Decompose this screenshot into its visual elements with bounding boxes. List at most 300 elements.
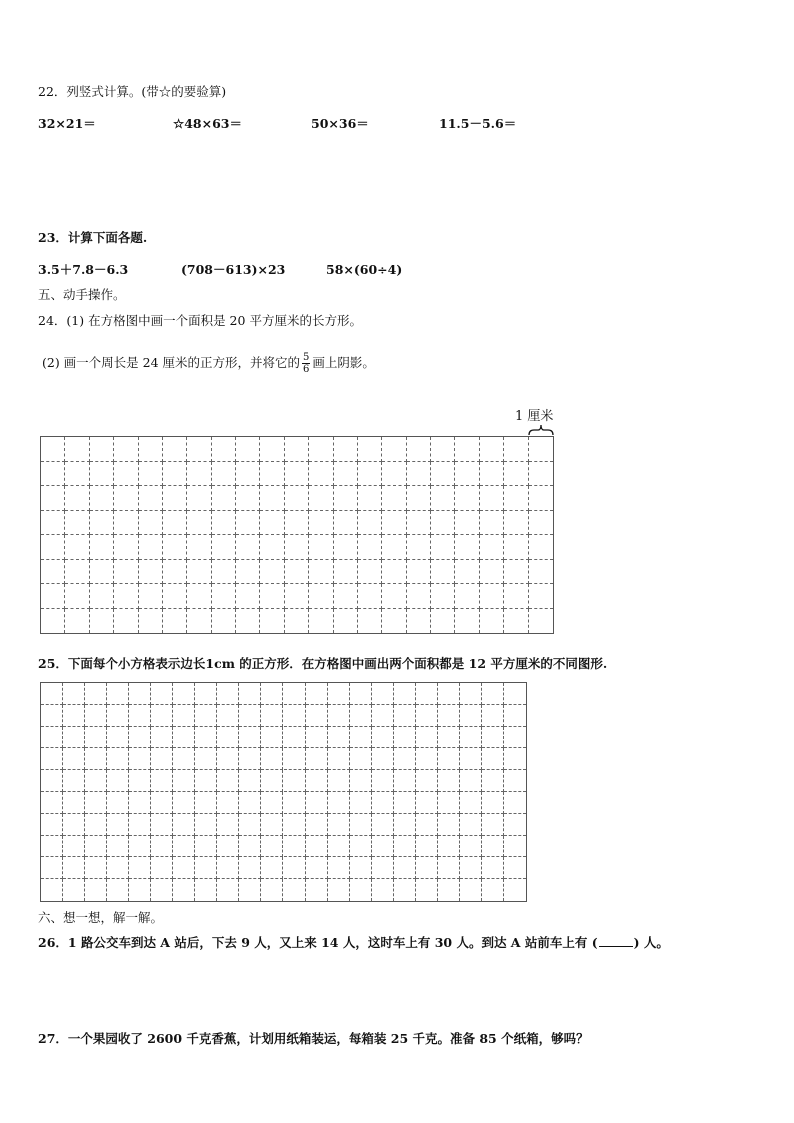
- grid-cell[interactable]: [195, 879, 217, 901]
- grid-cell[interactable]: [90, 486, 114, 511]
- grid-cell[interactable]: [107, 683, 129, 705]
- grid-cell[interactable]: [407, 486, 431, 511]
- grid-cell[interactable]: [358, 535, 382, 560]
- grid-cell[interactable]: [260, 511, 284, 536]
- grid-cell[interactable]: [90, 560, 114, 585]
- grid-cell[interactable]: [309, 437, 333, 462]
- grid-cell[interactable]: [416, 857, 438, 879]
- grid-cell[interactable]: [239, 727, 261, 749]
- grid-cell[interactable]: [306, 770, 328, 792]
- grid-cell[interactable]: [529, 609, 553, 634]
- grid-cell[interactable]: [260, 609, 284, 634]
- grid-cell[interactable]: [151, 857, 173, 879]
- grid-cell[interactable]: [382, 511, 406, 536]
- grid-cell[interactable]: [460, 879, 482, 901]
- grid-cell[interactable]: [382, 462, 406, 487]
- grid-cell[interactable]: [195, 683, 217, 705]
- grid-cell[interactable]: [350, 836, 372, 858]
- grid-cell[interactable]: [504, 462, 528, 487]
- grid-cell[interactable]: [173, 683, 195, 705]
- grid-cell[interactable]: [328, 748, 350, 770]
- grid-cell[interactable]: [163, 560, 187, 585]
- grid-cell[interactable]: [284, 836, 306, 858]
- grid-cell[interactable]: [65, 462, 89, 487]
- grid-cell[interactable]: [480, 609, 504, 634]
- grid-cell[interactable]: [350, 770, 372, 792]
- grid-cell[interactable]: [107, 792, 129, 814]
- grid-cell[interactable]: [431, 511, 455, 536]
- grid-cell[interactable]: [455, 560, 479, 585]
- grid-cell[interactable]: [504, 814, 526, 836]
- grid-cell[interactable]: [65, 560, 89, 585]
- grid-cell[interactable]: [90, 511, 114, 536]
- grid-cell[interactable]: [260, 486, 284, 511]
- grid-cell[interactable]: [107, 770, 129, 792]
- grid-cell[interactable]: [328, 727, 350, 749]
- grid-cell[interactable]: [129, 792, 151, 814]
- grid-cell[interactable]: [372, 857, 394, 879]
- grid-cell[interactable]: [41, 437, 65, 462]
- grid-cell[interactable]: [261, 770, 283, 792]
- grid-cell[interactable]: [85, 836, 107, 858]
- grid-cell[interactable]: [350, 748, 372, 770]
- grid-cell[interactable]: [114, 560, 138, 585]
- grid-cell[interactable]: [187, 584, 211, 609]
- grid-cell[interactable]: [504, 879, 526, 901]
- grid-cell[interactable]: [529, 584, 553, 609]
- grid-cell[interactable]: [285, 511, 309, 536]
- grid-cell[interactable]: [480, 486, 504, 511]
- grid-cell[interactable]: [350, 683, 372, 705]
- grid-cell[interactable]: [41, 836, 63, 858]
- grid-cell[interactable]: [85, 705, 107, 727]
- grid-cell[interactable]: [173, 792, 195, 814]
- grid-cell[interactable]: [504, 770, 526, 792]
- grid-cell[interactable]: [407, 535, 431, 560]
- grid-cell[interactable]: [460, 770, 482, 792]
- grid-cell[interactable]: [334, 511, 358, 536]
- grid-cell[interactable]: [394, 705, 416, 727]
- grid-cell[interactable]: [482, 705, 504, 727]
- grid-cell[interactable]: [212, 462, 236, 487]
- grid-cell[interactable]: [438, 727, 460, 749]
- grid-cell[interactable]: [284, 770, 306, 792]
- grid-cell[interactable]: [239, 792, 261, 814]
- grid-cell[interactable]: [309, 560, 333, 585]
- grid-cell[interactable]: [239, 814, 261, 836]
- grid-cell[interactable]: [285, 486, 309, 511]
- grid-cell[interactable]: [407, 462, 431, 487]
- grid-cell[interactable]: [455, 462, 479, 487]
- grid-cell[interactable]: [416, 770, 438, 792]
- grid-cell[interactable]: [195, 748, 217, 770]
- grid-cell[interactable]: [482, 836, 504, 858]
- grid-cell[interactable]: [480, 560, 504, 585]
- grid-cell[interactable]: [394, 792, 416, 814]
- grid-cell[interactable]: [173, 836, 195, 858]
- grid-cell[interactable]: [195, 836, 217, 858]
- grid-cell[interactable]: [63, 705, 85, 727]
- grid-cell[interactable]: [407, 437, 431, 462]
- grid-cell[interactable]: [504, 535, 528, 560]
- grid-cell[interactable]: [372, 770, 394, 792]
- grid-cell[interactable]: [151, 814, 173, 836]
- grid-cell[interactable]: [217, 770, 239, 792]
- grid-cell[interactable]: [151, 727, 173, 749]
- grid-cell[interactable]: [306, 683, 328, 705]
- grid-cell[interactable]: [407, 511, 431, 536]
- grid-cell[interactable]: [416, 792, 438, 814]
- grid-cell[interactable]: [438, 748, 460, 770]
- grid-cell[interactable]: [382, 584, 406, 609]
- grid-cell[interactable]: [212, 486, 236, 511]
- grid-cell[interactable]: [394, 748, 416, 770]
- grid-cell[interactable]: [285, 609, 309, 634]
- grid-cell[interactable]: [504, 705, 526, 727]
- grid-cell[interactable]: [382, 609, 406, 634]
- grid-cell[interactable]: [284, 879, 306, 901]
- grid-cell[interactable]: [90, 437, 114, 462]
- grid-cell[interactable]: [455, 437, 479, 462]
- grid-cell[interactable]: [63, 792, 85, 814]
- grid-cell[interactable]: [306, 879, 328, 901]
- grid-cell[interactable]: [139, 535, 163, 560]
- grid-cell[interactable]: [285, 535, 309, 560]
- grid-cell[interactable]: [350, 814, 372, 836]
- grid-cell[interactable]: [504, 792, 526, 814]
- grid-cell[interactable]: [139, 511, 163, 536]
- grid-cell[interactable]: [529, 486, 553, 511]
- grid-cell[interactable]: [195, 792, 217, 814]
- grid-cell[interactable]: [382, 535, 406, 560]
- grid-cell[interactable]: [129, 705, 151, 727]
- grid-cell[interactable]: [285, 560, 309, 585]
- grid-cell[interactable]: [438, 857, 460, 879]
- grid-cell[interactable]: [139, 437, 163, 462]
- grid-cell[interactable]: [328, 836, 350, 858]
- grid-cell[interactable]: [195, 705, 217, 727]
- grid-cell[interactable]: [309, 609, 333, 634]
- grid-cell[interactable]: [139, 486, 163, 511]
- grid-cell[interactable]: [334, 609, 358, 634]
- grid-cell[interactable]: [372, 748, 394, 770]
- grid-cell[interactable]: [239, 836, 261, 858]
- grid-cell[interactable]: [431, 560, 455, 585]
- grid-cell[interactable]: [129, 857, 151, 879]
- grid-cell[interactable]: [187, 511, 211, 536]
- grid-cell[interactable]: [107, 727, 129, 749]
- grid-cell[interactable]: [41, 727, 63, 749]
- grid-cell[interactable]: [306, 705, 328, 727]
- grid-cell[interactable]: [173, 705, 195, 727]
- grid-cell[interactable]: [41, 792, 63, 814]
- grid-cell[interactable]: [173, 879, 195, 901]
- grid-cell[interactable]: [460, 836, 482, 858]
- grid-cell[interactable]: [195, 857, 217, 879]
- grid-cell[interactable]: [212, 609, 236, 634]
- grid-cell[interactable]: [261, 857, 283, 879]
- grid-cell[interactable]: [107, 836, 129, 858]
- grid-cell[interactable]: [529, 560, 553, 585]
- grid-cell[interactable]: [438, 814, 460, 836]
- grid-cell[interactable]: [212, 584, 236, 609]
- grid-cell[interactable]: [504, 584, 528, 609]
- grid-cell[interactable]: [139, 609, 163, 634]
- grid-cell[interactable]: [85, 683, 107, 705]
- grid-cell[interactable]: [358, 462, 382, 487]
- grid-cell[interactable]: [407, 609, 431, 634]
- grid-cell[interactable]: [217, 748, 239, 770]
- grid-cell[interactable]: [416, 748, 438, 770]
- grid-cell[interactable]: [328, 814, 350, 836]
- grid-cell[interactable]: [350, 727, 372, 749]
- grid-cell[interactable]: [261, 792, 283, 814]
- grid-cell[interactable]: [284, 683, 306, 705]
- grid-cell[interactable]: [328, 683, 350, 705]
- grid-cell[interactable]: [63, 683, 85, 705]
- grid-cell[interactable]: [163, 486, 187, 511]
- grid-cell[interactable]: [482, 879, 504, 901]
- grid-cell[interactable]: [358, 584, 382, 609]
- q24-square-grid[interactable]: [40, 436, 554, 634]
- q25-square-grid[interactable]: [40, 682, 527, 902]
- grid-cell[interactable]: [358, 560, 382, 585]
- grid-cell[interactable]: [394, 879, 416, 901]
- grid-cell[interactable]: [114, 437, 138, 462]
- grid-cell[interactable]: [195, 814, 217, 836]
- grid-cell[interactable]: [480, 511, 504, 536]
- grid-cell[interactable]: [309, 511, 333, 536]
- grid-cell[interactable]: [328, 879, 350, 901]
- grid-cell[interactable]: [41, 486, 65, 511]
- grid-cell[interactable]: [163, 609, 187, 634]
- grid-cell[interactable]: [114, 609, 138, 634]
- grid-cell[interactable]: [438, 879, 460, 901]
- grid-cell[interactable]: [438, 792, 460, 814]
- grid-cell[interactable]: [187, 560, 211, 585]
- grid-cell[interactable]: [438, 770, 460, 792]
- grid-cell[interactable]: [129, 836, 151, 858]
- grid-cell[interactable]: [41, 814, 63, 836]
- grid-cell[interactable]: [350, 879, 372, 901]
- grid-cell[interactable]: [372, 727, 394, 749]
- grid-cell[interactable]: [173, 727, 195, 749]
- grid-cell[interactable]: [151, 879, 173, 901]
- grid-cell[interactable]: [334, 584, 358, 609]
- grid-cell[interactable]: [90, 535, 114, 560]
- grid-cell[interactable]: [163, 511, 187, 536]
- grid-cell[interactable]: [217, 879, 239, 901]
- grid-cell[interactable]: [504, 857, 526, 879]
- grid-cell[interactable]: [382, 437, 406, 462]
- grid-cell[interactable]: [63, 857, 85, 879]
- grid-cell[interactable]: [63, 748, 85, 770]
- grid-cell[interactable]: [480, 584, 504, 609]
- grid-cell[interactable]: [482, 814, 504, 836]
- grid-cell[interactable]: [187, 462, 211, 487]
- grid-cell[interactable]: [455, 486, 479, 511]
- grid-cell[interactable]: [41, 857, 63, 879]
- grid-cell[interactable]: [151, 836, 173, 858]
- grid-cell[interactable]: [455, 511, 479, 536]
- grid-cell[interactable]: [431, 486, 455, 511]
- grid-cell[interactable]: [482, 792, 504, 814]
- grid-cell[interactable]: [260, 535, 284, 560]
- grid-cell[interactable]: [358, 486, 382, 511]
- grid-cell[interactable]: [212, 560, 236, 585]
- grid-cell[interactable]: [504, 486, 528, 511]
- grid-cell[interactable]: [260, 584, 284, 609]
- grid-cell[interactable]: [382, 560, 406, 585]
- grid-cell[interactable]: [260, 560, 284, 585]
- grid-cell[interactable]: [163, 437, 187, 462]
- grid-cell[interactable]: [261, 879, 283, 901]
- answer-blank[interactable]: [599, 936, 633, 947]
- grid-cell[interactable]: [504, 836, 526, 858]
- grid-cell[interactable]: [65, 535, 89, 560]
- grid-cell[interactable]: [529, 511, 553, 536]
- grid-cell[interactable]: [63, 727, 85, 749]
- grid-cell[interactable]: [309, 462, 333, 487]
- grid-cell[interactable]: [372, 814, 394, 836]
- grid-cell[interactable]: [394, 857, 416, 879]
- grid-cell[interactable]: [416, 683, 438, 705]
- grid-cell[interactable]: [285, 462, 309, 487]
- grid-cell[interactable]: [151, 705, 173, 727]
- grid-cell[interactable]: [285, 437, 309, 462]
- grid-cell[interactable]: [239, 857, 261, 879]
- grid-cell[interactable]: [416, 836, 438, 858]
- grid-cell[interactable]: [260, 437, 284, 462]
- grid-cell[interactable]: [41, 535, 65, 560]
- grid-cell[interactable]: [236, 584, 260, 609]
- grid-cell[interactable]: [416, 727, 438, 749]
- grid-cell[interactable]: [90, 462, 114, 487]
- grid-cell[interactable]: [504, 727, 526, 749]
- grid-cell[interactable]: [239, 879, 261, 901]
- grid-cell[interactable]: [480, 462, 504, 487]
- grid-cell[interactable]: [239, 748, 261, 770]
- grid-cell[interactable]: [504, 511, 528, 536]
- grid-cell[interactable]: [431, 437, 455, 462]
- grid-cell[interactable]: [284, 748, 306, 770]
- grid-cell[interactable]: [114, 535, 138, 560]
- grid-cell[interactable]: [217, 857, 239, 879]
- grid-cell[interactable]: [212, 511, 236, 536]
- grid-cell[interactable]: [529, 535, 553, 560]
- grid-cell[interactable]: [482, 857, 504, 879]
- grid-cell[interactable]: [284, 705, 306, 727]
- grid-cell[interactable]: [284, 814, 306, 836]
- grid-cell[interactable]: [129, 683, 151, 705]
- grid-cell[interactable]: [65, 486, 89, 511]
- grid-cell[interactable]: [41, 609, 65, 634]
- grid-cell[interactable]: [460, 792, 482, 814]
- grid-cell[interactable]: [284, 857, 306, 879]
- grid-cell[interactable]: [460, 814, 482, 836]
- grid-cell[interactable]: [236, 437, 260, 462]
- grid-cell[interactable]: [114, 486, 138, 511]
- grid-cell[interactable]: [334, 437, 358, 462]
- grid-cell[interactable]: [504, 437, 528, 462]
- grid-cell[interactable]: [416, 814, 438, 836]
- grid-cell[interactable]: [85, 748, 107, 770]
- grid-cell[interactable]: [285, 584, 309, 609]
- grid-cell[interactable]: [260, 462, 284, 487]
- grid-cell[interactable]: [63, 836, 85, 858]
- grid-cell[interactable]: [382, 486, 406, 511]
- grid-cell[interactable]: [151, 792, 173, 814]
- grid-cell[interactable]: [306, 814, 328, 836]
- grid-cell[interactable]: [129, 727, 151, 749]
- grid-cell[interactable]: [173, 857, 195, 879]
- grid-cell[interactable]: [212, 535, 236, 560]
- grid-cell[interactable]: [187, 535, 211, 560]
- grid-cell[interactable]: [107, 879, 129, 901]
- grid-cell[interactable]: [41, 560, 65, 585]
- grid-cell[interactable]: [438, 683, 460, 705]
- grid-cell[interactable]: [394, 683, 416, 705]
- grid-cell[interactable]: [372, 705, 394, 727]
- grid-cell[interactable]: [438, 836, 460, 858]
- grid-cell[interactable]: [173, 748, 195, 770]
- grid-cell[interactable]: [407, 560, 431, 585]
- grid-cell[interactable]: [90, 584, 114, 609]
- grid-cell[interactable]: [41, 511, 65, 536]
- grid-cell[interactable]: [85, 792, 107, 814]
- grid-cell[interactable]: [212, 437, 236, 462]
- grid-cell[interactable]: [460, 857, 482, 879]
- grid-cell[interactable]: [306, 727, 328, 749]
- grid-cell[interactable]: [306, 792, 328, 814]
- grid-cell[interactable]: [63, 879, 85, 901]
- grid-cell[interactable]: [482, 727, 504, 749]
- grid-cell[interactable]: [284, 727, 306, 749]
- grid-cell[interactable]: [41, 683, 63, 705]
- grid-cell[interactable]: [350, 705, 372, 727]
- grid-cell[interactable]: [85, 770, 107, 792]
- grid-cell[interactable]: [416, 705, 438, 727]
- grid-cell[interactable]: [407, 584, 431, 609]
- grid-cell[interactable]: [129, 814, 151, 836]
- grid-cell[interactable]: [261, 683, 283, 705]
- grid-cell[interactable]: [65, 584, 89, 609]
- grid-cell[interactable]: [431, 462, 455, 487]
- grid-cell[interactable]: [163, 535, 187, 560]
- grid-cell[interactable]: [129, 770, 151, 792]
- grid-cell[interactable]: [504, 560, 528, 585]
- grid-cell[interactable]: [372, 879, 394, 901]
- grid-cell[interactable]: [85, 814, 107, 836]
- grid-cell[interactable]: [306, 748, 328, 770]
- grid-cell[interactable]: [328, 705, 350, 727]
- grid-cell[interactable]: [416, 879, 438, 901]
- grid-cell[interactable]: [460, 748, 482, 770]
- grid-cell[interactable]: [65, 609, 89, 634]
- grid-cell[interactable]: [372, 792, 394, 814]
- grid-cell[interactable]: [261, 727, 283, 749]
- grid-cell[interactable]: [358, 609, 382, 634]
- grid-cell[interactable]: [195, 727, 217, 749]
- grid-cell[interactable]: [151, 683, 173, 705]
- grid-cell[interactable]: [504, 683, 526, 705]
- grid-cell[interactable]: [85, 879, 107, 901]
- grid-cell[interactable]: [41, 462, 65, 487]
- grid-cell[interactable]: [139, 584, 163, 609]
- grid-cell[interactable]: [236, 609, 260, 634]
- grid-cell[interactable]: [350, 857, 372, 879]
- grid-cell[interactable]: [63, 814, 85, 836]
